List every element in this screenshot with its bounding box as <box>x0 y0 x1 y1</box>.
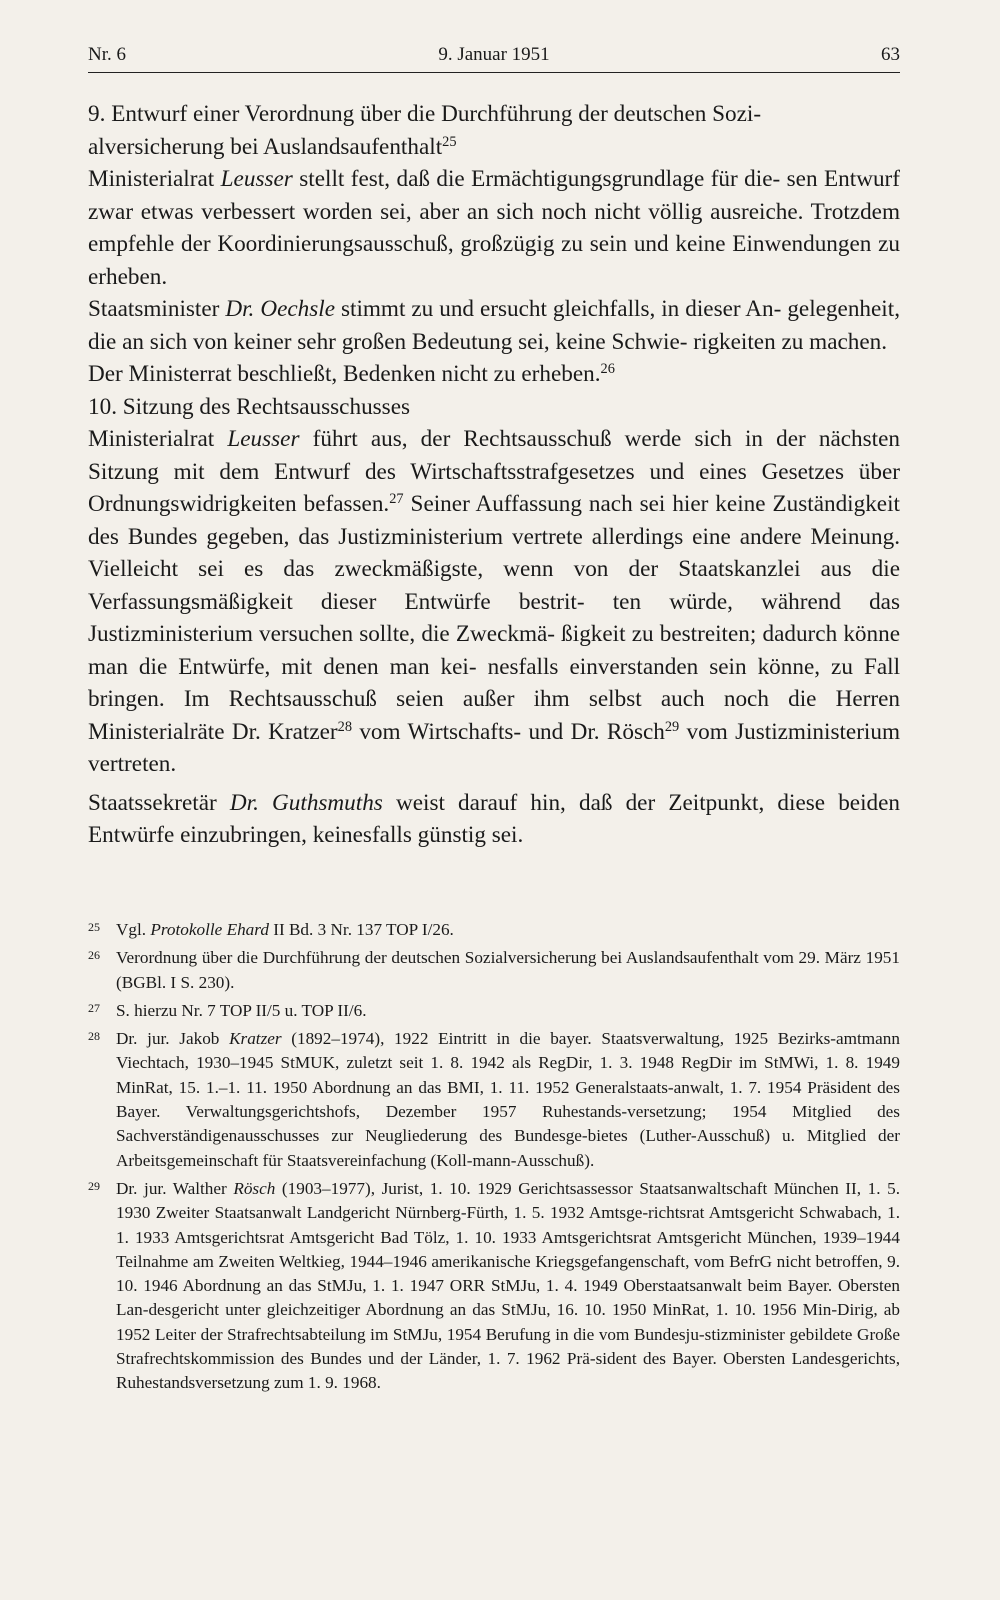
main-text <box>88 98 900 852</box>
header-date: 9. Januar 1951 <box>438 44 550 65</box>
footnote-ref-27: 27 <box>389 491 404 508</box>
running-header <box>88 40 900 73</box>
footnote-number: 29 <box>88 1178 100 1193</box>
paragraph-oechsle: Staatsminister Dr. Oechsle stimmt zu und ersucht gleichfalls, in dieser An- gelegenheit, die an sich von keiner sehr großen Bedeutung sei, keine Schwie- rigkeiten zu machen. <box>88 296 900 355</box>
paragraph-leusser-2: Ministerialrat Leusser führt aus, der Rechtsausschuß werde sich in der nächsten Sitzung mit dem Entwurf des Wirtschaftsstrafgesetzes und eines Gesetzes über Ordnungswidrigkeiten befassen.$^{27}$ Seiner Auffassung nach sei hier keine Zuständigkeit des Bundes gegeben, das Justizministerium vertrete allerdings eine andere Meinung. Vielleicht sei es das zweckmäßigste, wenn von der Staatskanzlei aus die Verfassungsmäßigkeit dieser Entwürfe bestrit- ten würde, während das Justizministerium versuchen sollte, die Zweckmä- ßigkeit zu bestreiten; dadurch könne man die Entwürfe, mit denen man kei- nesfalls einverstanden sein könne, zu Fall bringen. Im Rechtsausschuß seien außer ihm selbst auch noch die Herren Ministerialräte Dr. Kratzer$^{28}$ vom Wirtschafts- und Dr. Rösch$^{29}$ vom Justizministerium vertreten. <box>88 426 901 777</box>
person-name: Leusser <box>220 166 293 192</box>
agenda-item-10-title: 10. Sitzung des Rechtsausschusses <box>88 393 411 420</box>
footnote-ref-26: 26 <box>600 361 615 378</box>
footnote-number: 26 <box>88 948 100 963</box>
paragraph-leusser-1: Ministerialrat Leusser stellt fest, daß die Ermächtigungsgrundlage für die- sen Entwurf zwar etwas verbessert worden sei, aber an sich noch nicht völlig ausreiche. Trotzdem empfehle der Koordinierungsausschuß, großzügig zu sein und keine Einwendungen zu erheben. <box>88 166 900 290</box>
footnote-ref-25: 25 <box>442 133 457 150</box>
footnote-26: 26 Verordnung über die Durchführung der deutschen Sozialversicherung bei Auslandsaufenthalt vom 29. März 1951 (BGBl. I S. 230). <box>88 946 900 995</box>
paragraph-decision: Der Ministerrat beschließt, Bedenken nicht zu erheben.$^{26}$ <box>88 361 615 387</box>
footnote-29: 29 Dr. jur. Walther Rösch (1903–1977), Jurist, 1. 10. 1929 Gerichtsassessor Staatsanwaltschaft München II, 1. 5. 1930 Zweiter Staatsanwalt Landgericht Nürnberg-Fürth, 1. 5. 1932 Amtsge-richtsrat Amtsgericht Schwabach, 1. 1. 1933 Amtsgerichtsrat Amtsgericht Bad Tölz, 1. 10. 1933 Amtsgerichtsrat Amtsgericht München, 1939–1944 Teilnahme am Zweiten Weltkieg, 1944–1946 amerikanische Kriegsgefangenschaft, vom BefrG nicht betroffen, 9. 10. 1946 Abordnung an das StMJu, 1. 1. 1947 ORR StMJu, 1. 4. 1949 Oberstaatsanwalt beim Bayer. Obersten Lan-desgericht unter gleichzeitiger Abordnung an das StMJu, 16. 10. 1950 MinRat, 1. 10. 1956 Min-Dirig, ab 1952 Leiter der Strafrechtsabteilung im StMJu, 1954 Berufung in die vom Bundesju-stizminister gebildete Große Strafrechtskommission des Bundes und der Länder, 1. 7. 1962 Prä-sident des Bayer. Obersten Landesgerichts, Ruhestandsversetzung zum 1. 9. 1968. <box>88 1177 900 1396</box>
footnote-28: 28 Dr. jur. Jakob Kratzer (1892–1974), 1922 Eintritt in die bayer. Staatsverwaltung, 1925 Bezirks-amtmann Viechtach, 1930–1945 StMUK, zuletzt seit 1. 8. 1942 als RegDir, 1. 3. 1948 RegDir im StMWi, 1. 8. 1949 MinRat, 15. 1.–1. 11. 1950 Abordnung an das BMI, 1. 11. 1952 Generalstaats-anwalt, 1. 7. 1954 Präsident des Bayer. Verwaltungsgerichtshofs, Dezember 1957 Ruhestands-versetzung; 1954 Mitglied des Sachverständigenausschusses zur Neugliederung des Bundesge-bietes (Luther-Ausschuß) u. Mitglied der Arbeitsgemeinschaft für Staatsvereinfachung (Koll-mann-Ausschuß). <box>88 1027 900 1173</box>
issue-number: Nr. 6 <box>88 44 126 65</box>
agenda-item-9-title: 9. Entwurf einer Verordnung über die Durchführung der deutschen Sozi- alversicherung bei Auslandsaufenthalt$^{25}$ <box>88 101 762 160</box>
footnote-ref-28: 28 <box>337 718 353 735</box>
footnotes <box>88 918 900 1400</box>
footnote-number: 25 <box>88 920 100 934</box>
footnote-27: 27 S. hierzu Nr. 7 TOP II/5 u. TOP II/6. <box>88 999 900 1023</box>
footnote-number: 28 <box>88 1029 100 1044</box>
person-name: Leusser <box>227 426 300 452</box>
person-name: Dr. Guthsmuths <box>229 789 383 816</box>
footnote-ref-29: 29 <box>664 718 680 735</box>
paragraph-guthsmuths: Staatssekretär Dr. Guthsmuths weist darauf hin, daß der Zeitpunkt, diese beiden Entwürfe einzubringen, keinesfalls günstig sei. <box>88 789 901 848</box>
page-number: 63 <box>881 44 900 65</box>
footnote-25: 25 Vgl. Protokolle Ehard II Bd. 3 Nr. 137 TOP I/26. <box>88 918 900 942</box>
person-name: Dr. Oechsle <box>225 296 336 322</box>
footnote-number: 27 <box>88 1000 100 1015</box>
